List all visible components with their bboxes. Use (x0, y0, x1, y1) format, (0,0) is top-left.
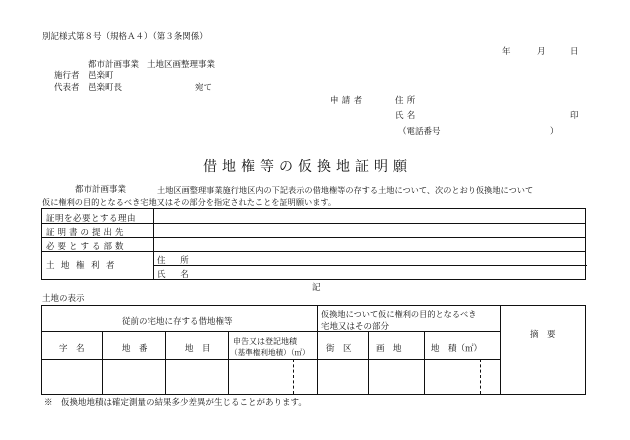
phone-open: （電話番号 (398, 127, 441, 137)
applicant-name-label: 氏 名 (395, 111, 416, 121)
submit-to-label: 証明書の提出先 (46, 228, 127, 238)
form-number: 別記様式第８号（規格Ａ４）（第３条関係） (42, 32, 208, 42)
remarks-cell[interactable] (501, 360, 585, 393)
remarks-header: 摘 要 (530, 330, 556, 340)
land-table (41, 305, 586, 395)
executor-name: 邑楽町 (88, 71, 114, 81)
reason-label: 証明を必要とする理由 (46, 214, 137, 224)
date-month-label: 月 (537, 47, 546, 57)
col-lot: 画 地 (376, 344, 402, 354)
holder-address-label: 住 所 (157, 256, 195, 266)
col-declared-area-line1: 申告又は登記地積 (233, 337, 297, 346)
holder-label: 土地権利者 (46, 261, 122, 271)
copies-field[interactable] (155, 238, 585, 250)
previous-land-header: 従前の宅地に存する借地権等 (122, 317, 233, 327)
reason-field[interactable] (155, 210, 585, 222)
holder-address-field[interactable] (187, 252, 585, 264)
page-title: 借地権等の仮換地証明願 (203, 159, 412, 175)
col-area: 地 積（㎡） (431, 344, 483, 354)
representative-label: 代表者 (54, 83, 80, 93)
holder-name-field[interactable] (187, 266, 585, 278)
project-name: 都市計画事業 (88, 60, 140, 70)
col-chiban: 地 番 (122, 344, 148, 354)
date-day-label: 日 (570, 47, 579, 57)
body-line2-text: 仮に権利の目的となるべき宅地又はその部分を指定されたことを証明願います。 (42, 197, 337, 207)
representative-name: 邑楽町長 (88, 83, 123, 93)
request-table (41, 208, 586, 280)
land-section-label: 土地の表示 (42, 294, 85, 304)
date-year-label: 年 (502, 47, 511, 57)
phone-close: ） (550, 127, 559, 137)
col-aza-name: 字 名 (59, 344, 85, 354)
area-cell[interactable] (425, 360, 499, 393)
chiban-cell[interactable] (103, 360, 164, 393)
col-declared-area-line2: （基準権利地積）（㎡） (230, 348, 310, 357)
block-cell[interactable] (318, 360, 367, 393)
land-table-rule (42, 331, 317, 332)
body-line1-text: 土地区画整理事業施行地区内の下記表示の借地権等の存する土地について、次のとおり仮換地について (157, 185, 534, 195)
request-table-divider (153, 209, 154, 279)
executor-label: 施行者 (54, 71, 80, 81)
record-mark: 記 (312, 283, 321, 293)
footnote: ※ 仮換地地積は確定測量の結果多少差異が生じることがあります。 (44, 398, 307, 408)
col-chimoku: 地 目 (185, 344, 211, 354)
applicant-label: 申 請 者 (330, 96, 363, 106)
holder-name-label: 氏 名 (157, 270, 195, 280)
chimoku-cell[interactable] (166, 360, 227, 393)
honorific: 宛て (195, 83, 213, 93)
submit-to-field[interactable] (155, 224, 585, 236)
lot-cell[interactable] (369, 360, 423, 393)
applicant-address-label: 住 所 (395, 96, 416, 106)
body-line1-project: 都市計画事業 (75, 185, 127, 195)
provisional-header-line2: 宅地又はその部分 (321, 322, 390, 332)
provisional-header-line1: 仮換地について仮に権利の目的となるべき (321, 309, 477, 319)
declared-area-cell[interactable] (229, 360, 316, 393)
project-type: 土地区画整理事業 (147, 60, 216, 70)
aza-name-cell[interactable] (43, 360, 101, 393)
col-block: 街 区 (326, 344, 352, 354)
copies-label: 必要とする部数 (46, 242, 127, 252)
seal-mark: 印 (570, 111, 579, 121)
